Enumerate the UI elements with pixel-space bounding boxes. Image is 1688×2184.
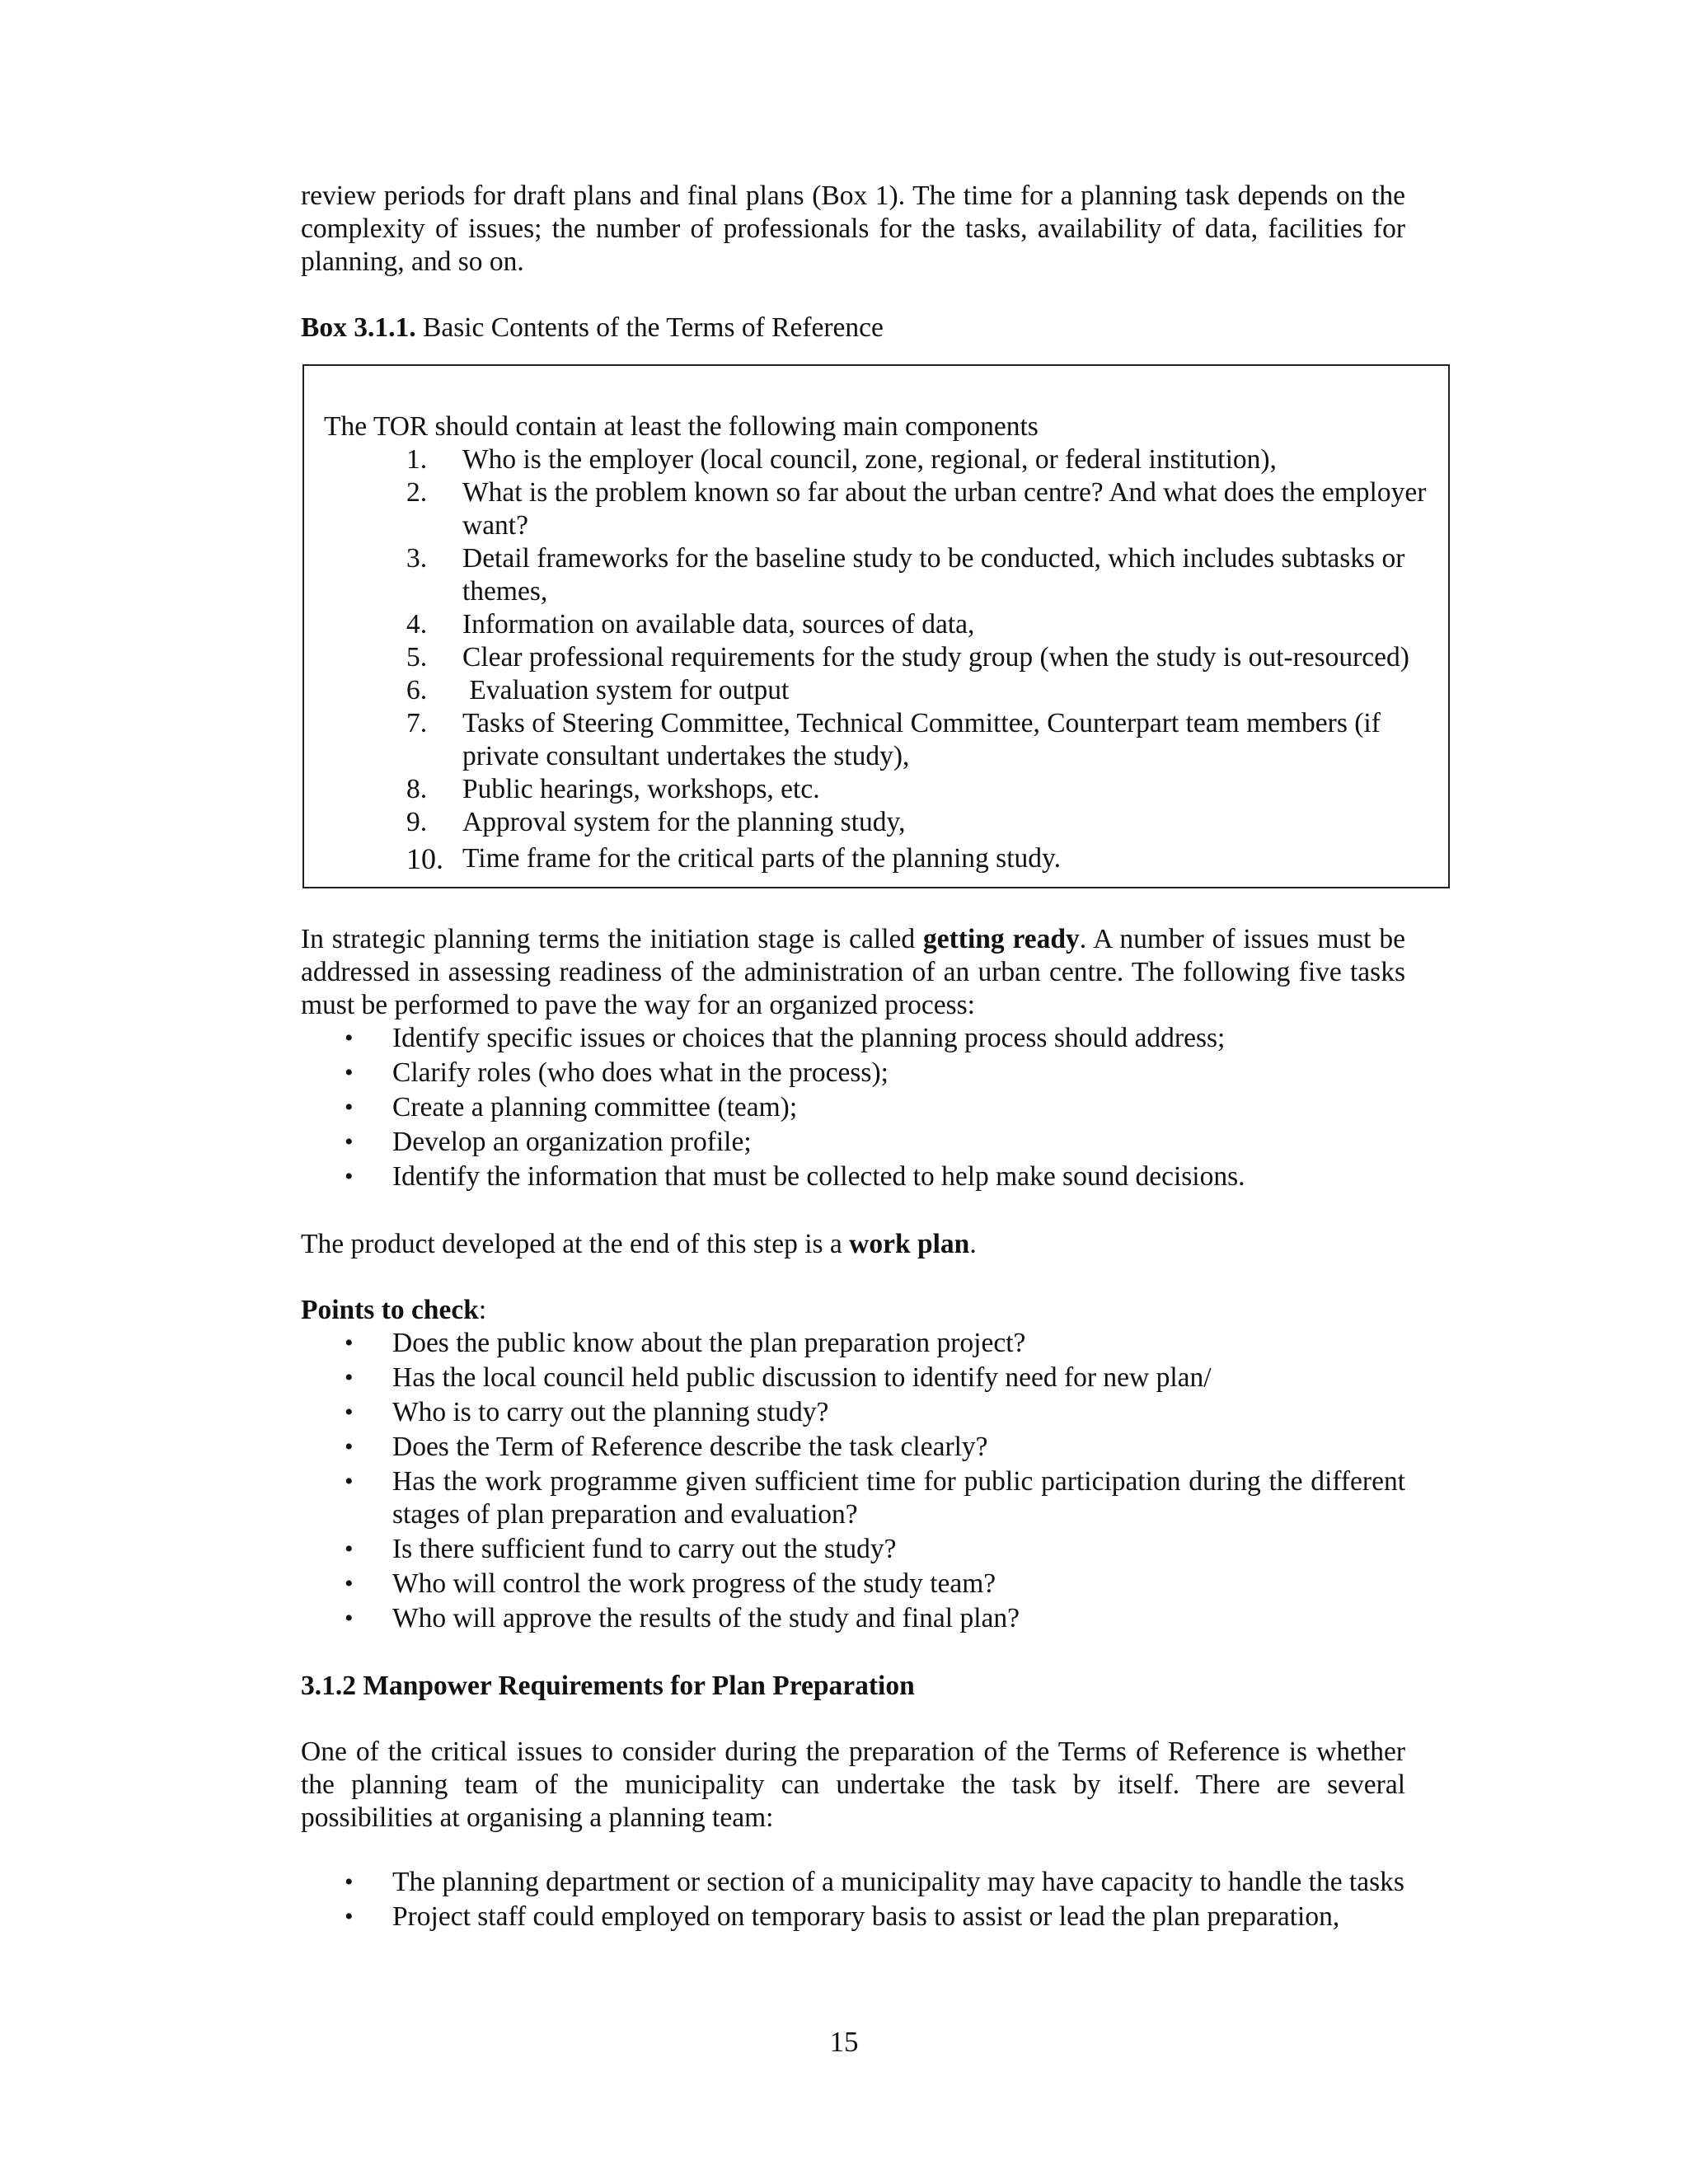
manpower-options-list	[301, 1866, 1405, 1933]
bullet-icon: •	[345, 1570, 354, 1597]
manpower-paragraph: One of the critical issues to consider during the preparation of the Terms of Reference is whether the planning team of the municipality can undertake the task by itself. There are several possibilities at organising a planning team:	[301, 1736, 1405, 1833]
bullet-icon: •	[345, 1364, 354, 1391]
list-item: • Does the Term of Reference describe the task clearly?	[345, 1432, 988, 1462]
getting-ready-task-list	[301, 1022, 1405, 1193]
tor-component-list	[324, 443, 1448, 875]
terms-of-reference-box	[302, 364, 1450, 888]
bullet-icon: •	[345, 1468, 354, 1495]
bullet-icon: •	[345, 1903, 354, 1930]
page-content	[301, 180, 1427, 1935]
list-item: 2. What is the problem known so far about the urban centre? And what does the employer want?	[406, 477, 1427, 541]
list-item: 1. Who is the employer (local council, zone, regional, or federal institution),	[406, 444, 1277, 475]
bullet-icon: •	[345, 1329, 354, 1357]
list-item: • Identify specific issues or choices that the planning process should address;	[345, 1023, 1226, 1053]
bullet-icon: •	[345, 1024, 354, 1052]
box-caption	[301, 312, 1405, 344]
getting-ready-paragraph: In strategic planning terms the initiation stage is called getting ready. A number of issues must be addressed in assessing readiness of the administration of an urban centre. The following five tasks must be performed to pave the way for an organized process:	[301, 924, 1405, 1020]
list-item: • Has the work programme given sufficient time for public participation during the different stages of plan preparation and evaluation?	[345, 1466, 1405, 1530]
bullet-icon: •	[345, 1399, 354, 1426]
list-item: • Create a planning committee (team);	[345, 1092, 798, 1122]
box-caption-text: Basic Contents of the Terms of Reference	[415, 312, 884, 343]
list-item: • Who will approve the results of the study and final plan?	[345, 1603, 1020, 1633]
list-item: • Who will control the work progress of the study team?	[345, 1568, 996, 1599]
list-item: 3. Detail frameworks for the baseline study to be conducted, which includes subtasks or themes,	[406, 543, 1405, 607]
bullet-icon: •	[345, 1535, 354, 1563]
bullet-icon: •	[345, 1128, 354, 1155]
list-item: 10. Time frame for the critical parts of the planning study.	[406, 842, 1061, 875]
bullet-icon: •	[345, 1094, 354, 1121]
product-sentence: The product developed at the end of this step is a work plan.	[301, 1229, 977, 1259]
list-item: • Who is to carry out the planning study?	[345, 1397, 829, 1427]
section-heading: 3.1.2 Manpower Requirements for Plan Preparation	[301, 1671, 915, 1701]
list-item: • Develop an organization profile;	[345, 1127, 752, 1157]
bullet-icon: •	[345, 1163, 354, 1190]
list-item: 5. Clear professional requirements for the study group (when the study is out-resourced)	[406, 642, 1409, 673]
page-number: 15	[829, 2026, 859, 2058]
list-item: • Project staff could employed on temporary basis to assist or lead the plan preparation,	[345, 1901, 1340, 1932]
list-item: • The planning department or section of a municipality may have capacity to handle the tasks	[345, 1867, 1404, 1897]
list-item: 4. Information on available data, sources of data,	[406, 609, 975, 640]
list-item: • Has the local council held public discussion to identify need for new plan/	[345, 1362, 1212, 1393]
list-item: 8. Public hearings, workshops, etc.	[406, 774, 820, 804]
list-item: • Clarify roles (who does what in the process);	[345, 1057, 889, 1088]
bullet-icon: •	[345, 1059, 354, 1086]
box-caption-label: Box 3.1.1.	[301, 312, 416, 343]
bullet-icon: •	[345, 1433, 354, 1460]
list-item: • Is there sufficient fund to carry out the study?	[345, 1534, 897, 1564]
intro-paragraph: review periods for draft plans and final plans (Box 1). The time for a planning task depends on the complexity of issues; the number of professionals for the tasks, availability of data, facilities for planning, and so on.	[301, 180, 1405, 277]
list-item: 7. Tasks of Steering Committee, Technical Committee, Counterpart team members (if private consultant undertakes the study),	[406, 708, 1381, 771]
list-item: • Does the public know about the plan preparation project?	[345, 1328, 1026, 1358]
list-item: • Identify the information that must be collected to help make sound decisions.	[345, 1161, 1245, 1192]
list-item: 9. Approval system for the planning study,	[406, 807, 906, 837]
points-to-check-list	[301, 1327, 1405, 1635]
list-item: 6. Evaluation system for output	[406, 675, 790, 705]
box-lead: The TOR should contain at least the following main components	[324, 411, 1039, 442]
bullet-icon: •	[345, 1605, 354, 1632]
bullet-icon: •	[345, 1868, 354, 1896]
points-heading: Points to check:	[301, 1295, 487, 1325]
